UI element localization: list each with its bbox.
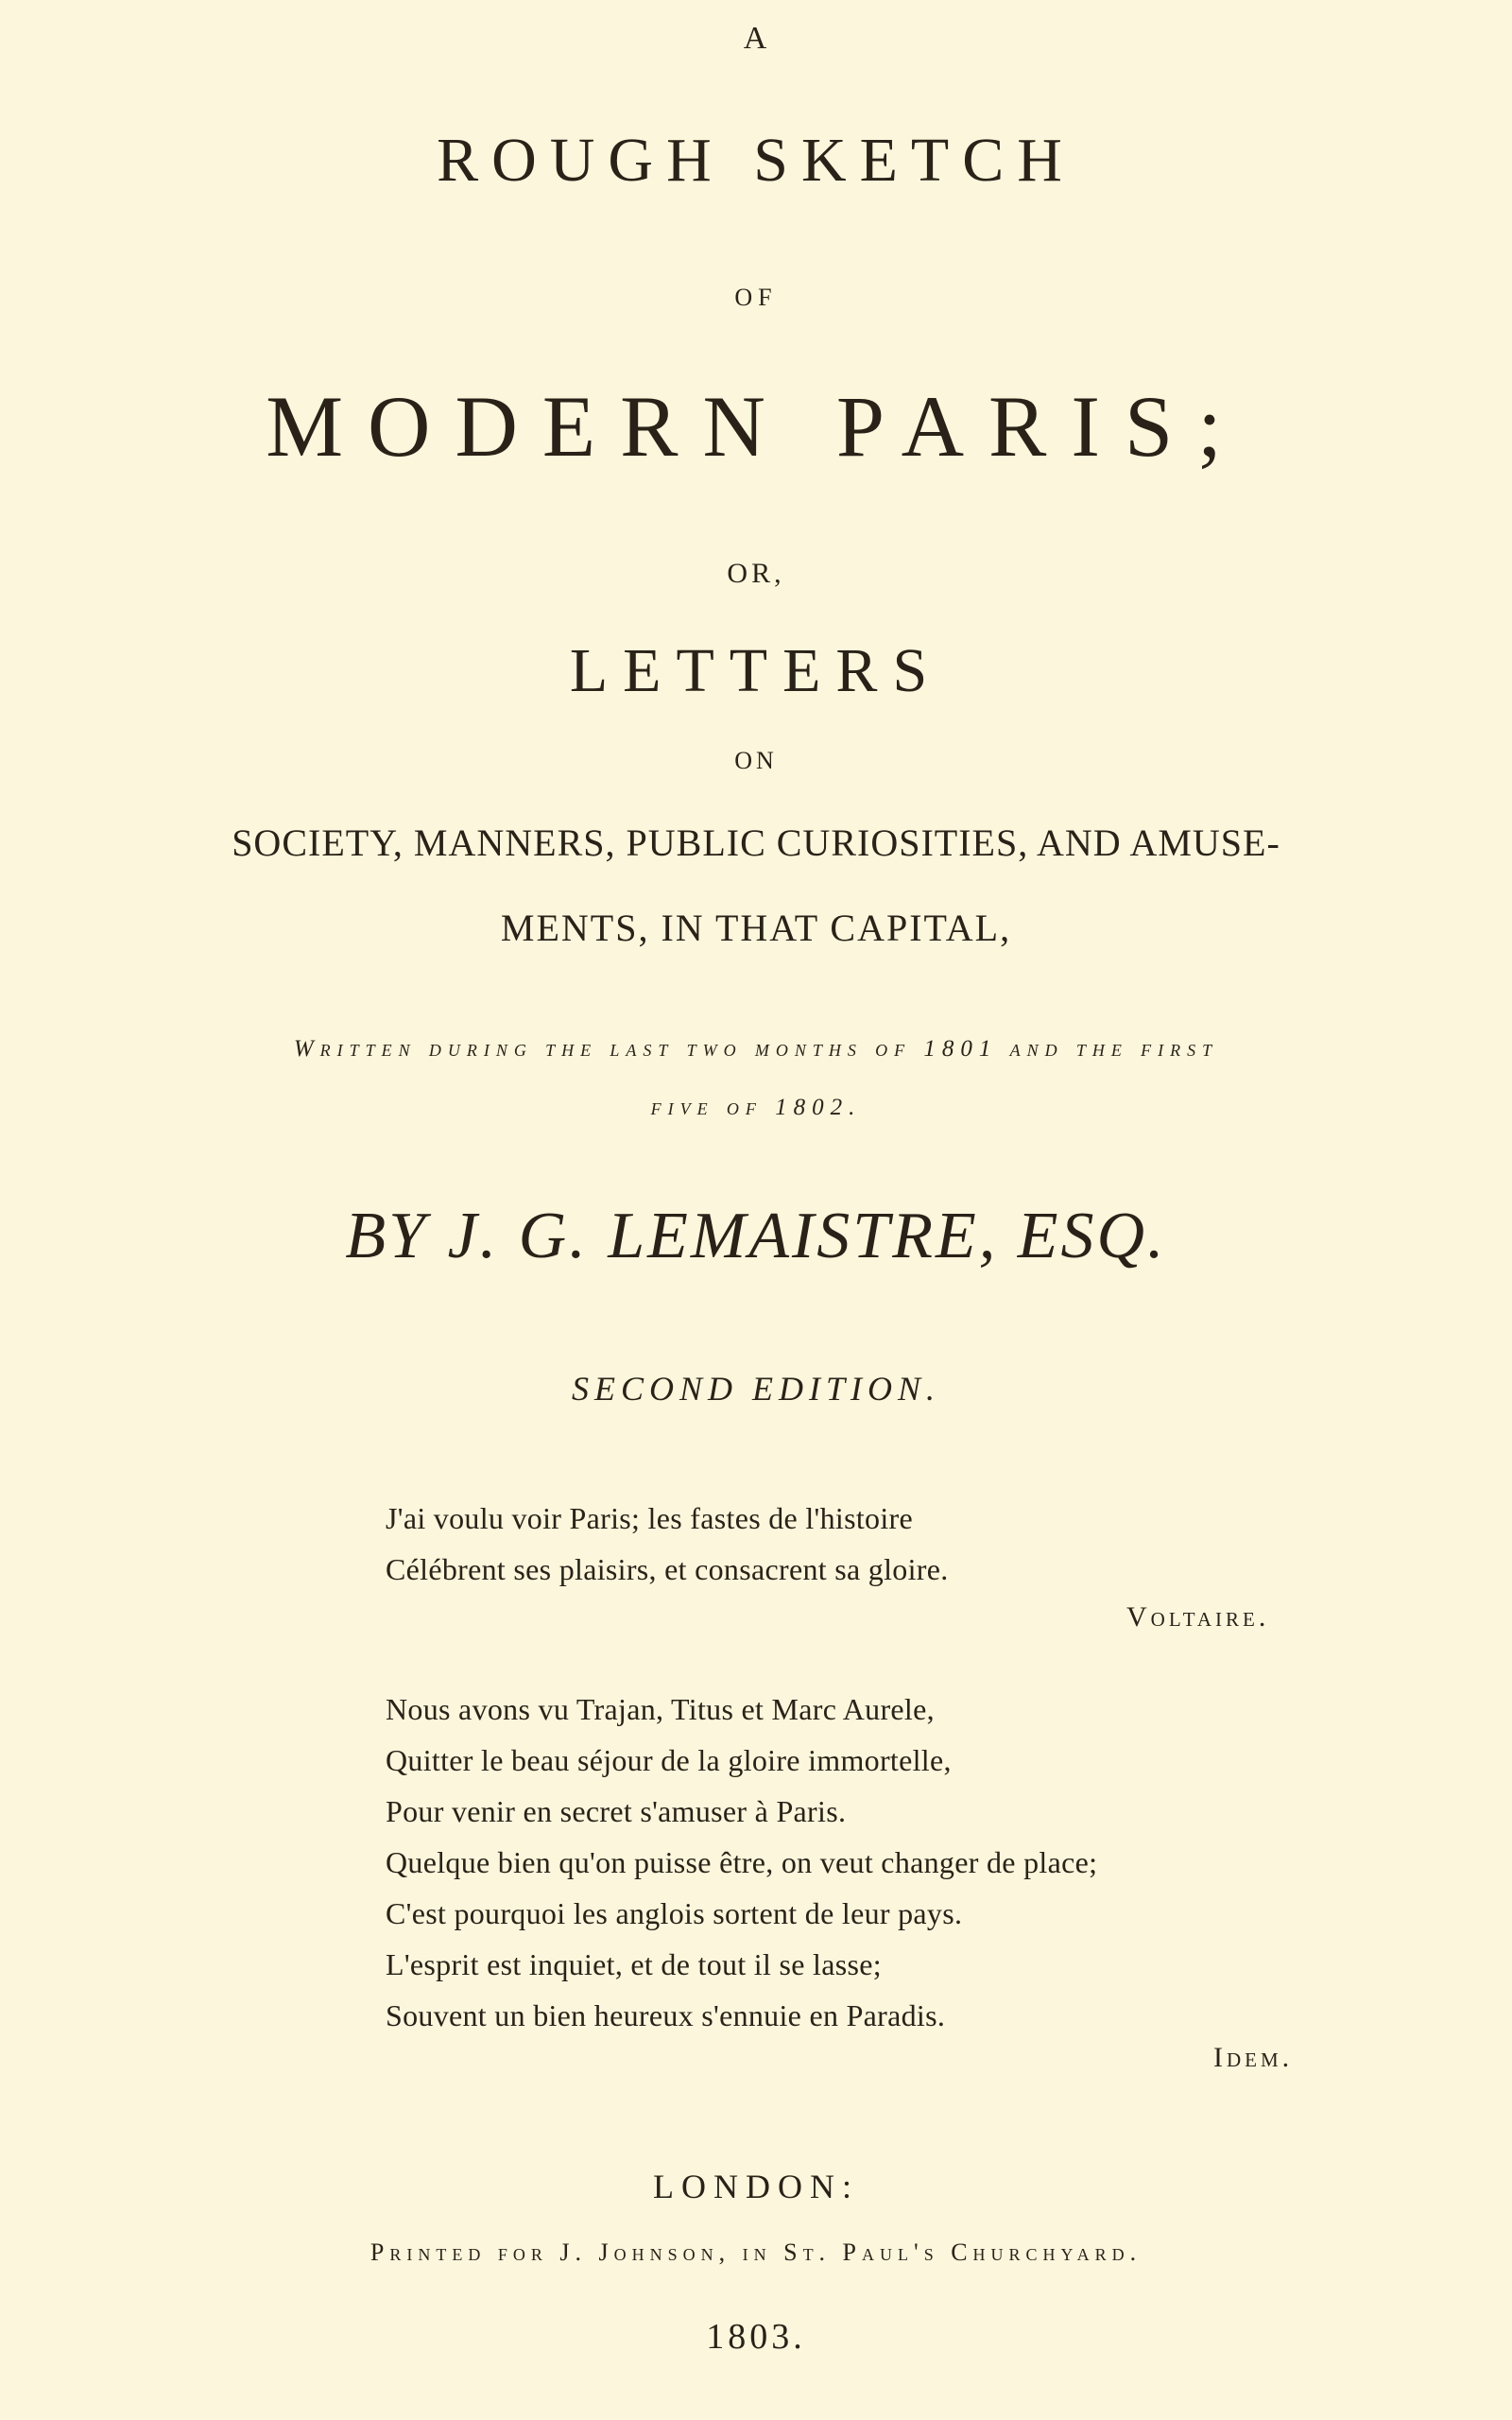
subjects-line-2: MENTS, IN THAT CAPITAL, [500,907,1012,949]
title-on: ON [734,747,778,774]
epigraph-line: C'est pourquoi les anglois sortent de leur pays. [386,1896,963,1930]
epigraph-line: Quitter le beau séjour de la gloire immortelle, [386,1743,952,1777]
imprint-city: LONDON: [653,2168,859,2205]
epigraph-line: L'esprit est inquiet, et de tout il se lasse; [386,1947,882,1981]
title-article: A [743,21,769,56]
title-letters: LETTERS [569,636,943,705]
epigraph-line: Nous avons vu Trajan, Titus et Marc Aurele, [386,1692,935,1726]
epigraph-line: Souvent un bien heureux s'ennuie en Paradis. [386,1998,946,2032]
title-of: OF [734,284,778,311]
imprint-year: 1803. [706,2317,806,2357]
epigraph-line: J'ai voulu voir Paris; les fastes de l'histoire [386,1501,913,1535]
epigraph-line: Célébrent ses plaisirs, et consacrent sa gloire. [386,1552,949,1586]
epigraph-line: Pour venir en secret s'amuser à Paris. [386,1794,847,1828]
edition-line: SECOND EDITION. [571,1370,940,1408]
subjects-line-1: SOCIETY, MANNERS, PUBLIC CURIOSITIES, AND AMUSE- [232,821,1280,864]
epigraph-attribution: Voltaire. [1126,1601,1270,1633]
title-modern-paris: MODERN PARIS; [266,378,1246,475]
title-or: OR, [727,558,785,589]
title-rough-sketch: ROUGH SKETCH [437,126,1075,195]
author-line: BY J. G. LEMAISTRE, ESQ. [345,1200,1167,1272]
imprint-printer: Printed for J. Johnson, in St. Paul's Churchyard. [369,2238,1143,2266]
written-line-2: five of 1802. [650,1095,862,1120]
written-line-1: Written during the last two months of 1801 and the first [293,1036,1219,1062]
epigraph-line: Quelque bien qu'on puisse être, on veut changer de place; [386,1845,1098,1879]
epigraph-attribution: Idem. [1213,2042,1294,2073]
